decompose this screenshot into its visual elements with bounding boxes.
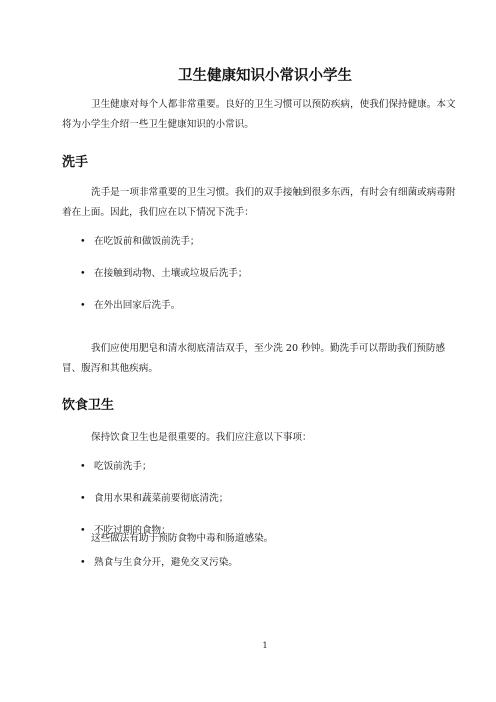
list-item-text: 不吃过期的食物； [94, 525, 171, 536]
list-item [80, 268, 248, 280]
bullet-icon: • [80, 236, 86, 247]
bullet-icon: • [80, 268, 86, 279]
bullet-icon: • [80, 461, 86, 472]
list-item [80, 300, 248, 312]
list-item [80, 557, 238, 569]
list-item-text: 熟食与生食分开，避免交叉污染。 [94, 557, 238, 568]
list-item [80, 461, 238, 473]
list-item [80, 493, 238, 505]
list-item-text: 在吃饭前和做饭前洗手； [94, 236, 200, 247]
list-item-text: 在外出回家后洗手。 [94, 300, 181, 311]
list-item [80, 236, 248, 248]
section-lead-food-hygiene: 保持饮食卫生也是很重要的。我们应注意以下事项： [91, 432, 312, 443]
section-closing-food-hygiene: 这些做法有助于预防食物中毒和肠道感染。 [91, 533, 274, 544]
bullet-icon: • [80, 557, 86, 568]
section-lead-handwashing: 洗手是一项非常重要的卫生习惯。我们的双手接触到很多东西，有时会有细菌或病毒附着在上面。因此，我们应在以下情况下洗手： [62, 187, 456, 218]
list-item-text: 食用水果和蔬菜前要彻底清洗； [94, 493, 229, 504]
bullet-list-food-hygiene [80, 461, 238, 589]
bullet-icon: • [80, 525, 86, 536]
bullet-icon: • [80, 300, 86, 311]
bullet-list-handwashing [80, 236, 248, 332]
page-number: 1 [262, 641, 268, 650]
bullet-icon: • [80, 493, 86, 504]
document-title: 卫生健康知识小常识小学生 [178, 68, 352, 84]
intro-paragraph: 卫生健康对每个人都非常重要。良好的卫生习惯可以预防疾病，使我们保持健康。本文将为小学生介绍一些卫生健康知识的小常识。 [62, 99, 456, 130]
section-heading-handwashing: 洗手 [62, 155, 89, 170]
list-item-text: 吃饭前洗手； [94, 461, 152, 472]
section-closing-handwashing: 我们应使用肥皂和清水彻底清洁双手，至少洗 20 秒钟。勤洗手可以帮助我们预防感冒、腹泻和其他疾病。 [62, 343, 446, 374]
section-heading-food-hygiene: 饮食卫生 [62, 398, 115, 413]
list-item-text: 在接触到动物、土壤或垃圾后洗手； [94, 268, 248, 279]
